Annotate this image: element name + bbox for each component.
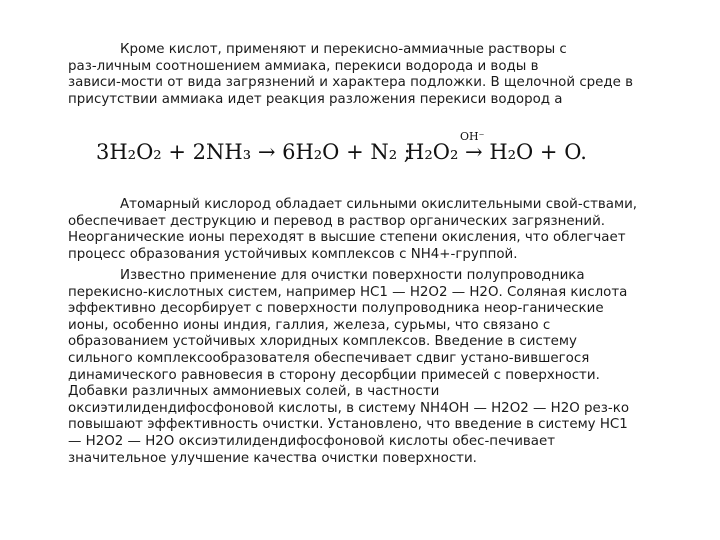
catalyst-label: OH⁻ [460,130,485,143]
paragraph-peroxide-ammonia [68,42,680,108]
reaction-equation-2: H₂O₂ → H₂O + O. [406,140,587,164]
text-line: раз-личным соотношением аммиака, перекиси водорода и воды в [68,58,539,74]
reaction-formula [96,130,656,170]
text-line: обеспечивает деструкцию и перевод в раствор органических загрязнений. [68,213,606,229]
text-line: перекисно-кислотных систем, например НС1 — Н2О2 — Н2О. Соляная кислота [68,284,628,300]
text-line: Известно применение для очистки поверхности полупроводника [120,268,585,283]
reaction-equation-1: 3H₂O₂ + 2NH₃ → 6H₂O + N₂ ; [96,140,411,164]
text-line: повышают эффективность очистки. Установлено, что введение в систему НС1 [68,417,628,433]
text-line: — Н2О2 — Н2О оксиэтилидендифосфоновой кислоты обес-печивает [68,433,556,449]
text-line: Добавки различных аммониевых солей, в частности [68,384,440,400]
text-line: процесс образования устойчивых комплексов с NH4+-группой. [68,246,518,262]
text-line: Атомарный кислород обладает сильными окислительными свой-ствами, [120,197,638,212]
paragraph-atomic-oxygen [68,197,680,263]
text-line: динамического равновесия в сторону десорбции примесей с поверхности. [68,367,600,383]
text-line: Неорганические ионы переходят в высшие степени окисления, что облегчает [68,230,626,246]
text-line: Кроме кислот, применяют и перекисно-аммиачные растворы с [120,42,567,57]
text-line: эффективно десорбирует с поверхности полупроводника неор-ганические [68,301,604,317]
text-line: оксиэтилидендифосфоновой кислоты, в систему NH4OH — Н2О2 — Н2О рез-ко [68,400,630,416]
text-line: ионы, особенно ионы индия, галлия, железа, сурьмы, что связано с [68,317,551,333]
text-line: сильного комплексообразователя обеспечивает сдвиг устано-вившегося [68,350,590,366]
text-line: зависи-мости от вида загрязнений и характера подложки. В щелочной среде в [68,75,634,91]
text-line: значительное улучшение качества очистки поверхности. [68,450,477,466]
paragraph-acid-systems [68,268,680,467]
text-line: присутствии аммиака идет реакция разложения перекиси водород а [68,91,563,107]
text-line: образованием устойчивых хлоридных комплексов. Введение в систему [68,334,577,350]
